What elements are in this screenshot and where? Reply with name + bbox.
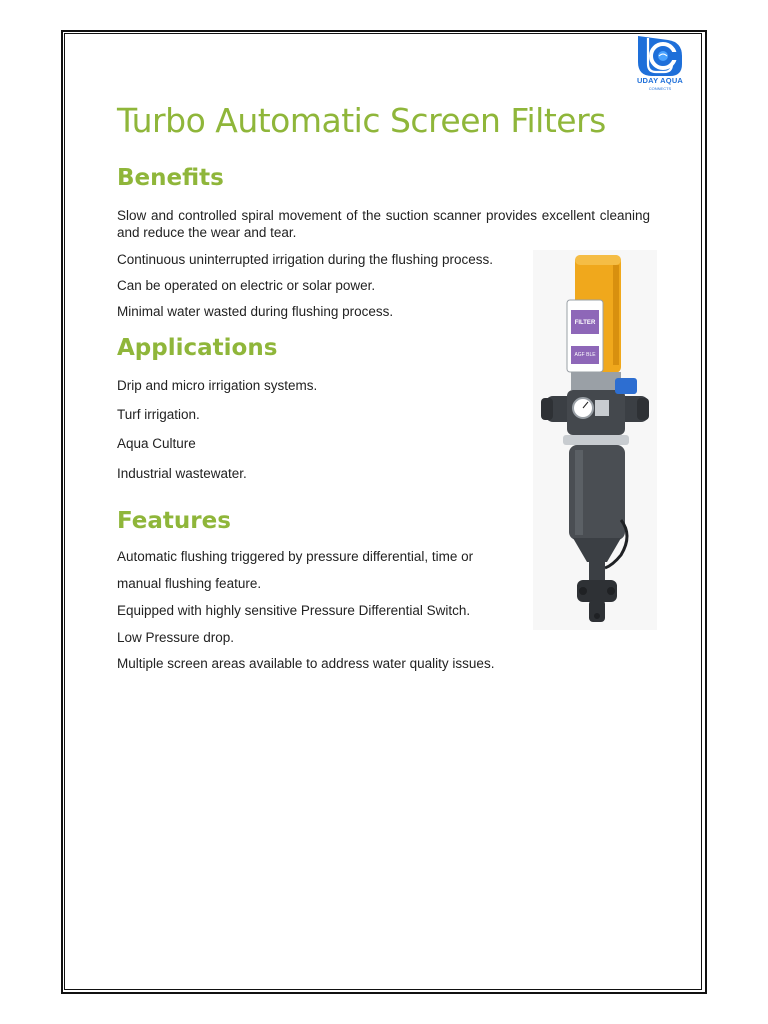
- feature-item: Automatic flushing triggered by pressure differential, time or: [117, 549, 474, 564]
- uday-aqua-logo-icon: [630, 34, 690, 94]
- feature-item: Multiple screen areas available to address water quality issues.: [117, 656, 495, 671]
- panel-model: AGF BLE: [574, 352, 596, 358]
- application-item: Aqua Culture: [117, 436, 196, 451]
- logo-tagline: CONNECTS: [648, 86, 672, 91]
- application-item: Industrial wastewater.: [117, 466, 247, 481]
- logo-name: UDAY AQUA: [636, 76, 684, 85]
- application-item: Turf irrigation.: [117, 407, 200, 422]
- application-item: Drip and micro irrigation systems.: [117, 378, 318, 393]
- features-heading: Features: [117, 508, 231, 534]
- screen-filter-product-image-icon: [533, 250, 657, 630]
- page-title: Turbo Automatic Screen Filters: [117, 101, 606, 140]
- feature-item: Equipped with highly sensitive Pressure Differential Switch.: [117, 603, 471, 618]
- benefit-item: Slow and controlled spiral movement of the suction scanner provides excellent cleaning and reduce the wear and tear.: [117, 208, 650, 240]
- benefit-item: Continuous uninterrupted irrigation during the flushing process.: [117, 252, 493, 267]
- feature-item: manual flushing feature.: [117, 576, 262, 591]
- benefits-heading: Benefits: [117, 165, 224, 191]
- feature-item: Low Pressure drop.: [117, 630, 235, 645]
- benefit-item: Minimal water wasted during flushing process.: [117, 304, 394, 319]
- applications-heading: Applications: [117, 335, 278, 361]
- benefit-item: Can be operated on electric or solar power.: [117, 278, 376, 293]
- panel-label: FILTER: [574, 320, 596, 326]
